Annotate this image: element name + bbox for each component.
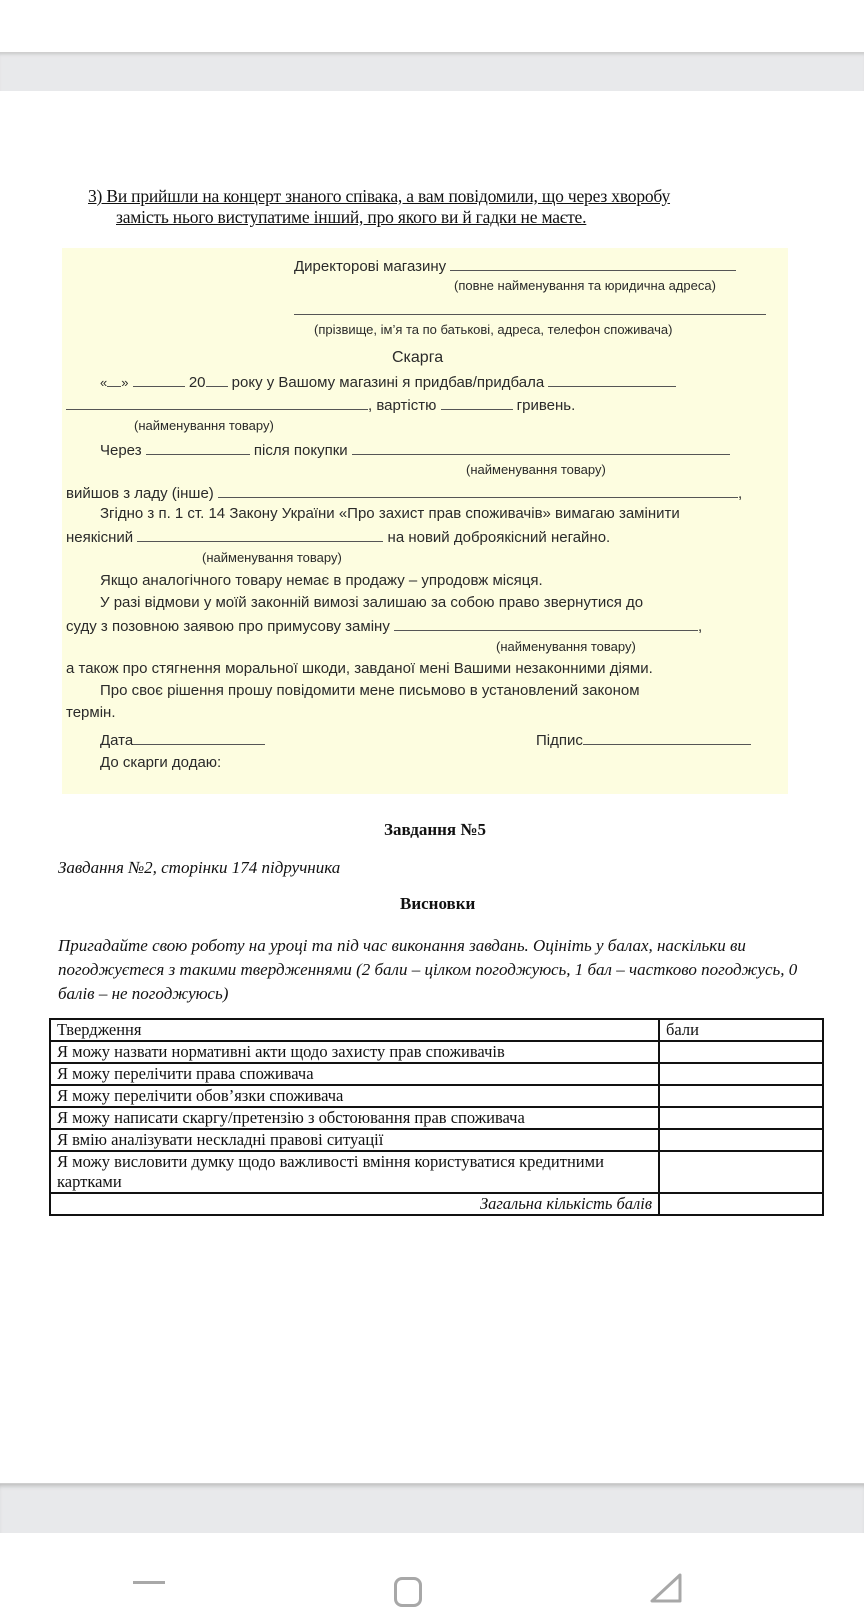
statement-cell: Я можу висловити думку щодо важливості вміння користуватися кредитними картками	[50, 1151, 659, 1193]
statement-cell: Я можу назвати нормативні акти щодо захисту прав споживачів	[50, 1041, 659, 1063]
system-navigation-bar	[0, 1533, 864, 1594]
form-title: Скарга	[392, 349, 444, 366]
self-assessment-table	[49, 1018, 824, 1216]
consumer-blank[interactable]	[294, 300, 766, 315]
back-icon[interactable]	[648, 1573, 684, 1603]
table-row	[50, 1107, 823, 1129]
product-hint-1: (найменування товару)	[134, 418, 274, 433]
task3-line1: 3) Ви прийшли на концерт знаного співака, а вам повідомили, що через хворобу	[88, 186, 671, 206]
home-icon[interactable]	[394, 1577, 422, 1607]
task3-prompt	[88, 186, 788, 228]
product-blank-4[interactable]	[137, 527, 383, 542]
table-header-row	[50, 1019, 823, 1041]
total-label: Загальна кількість балів	[50, 1193, 659, 1215]
store-name-blank[interactable]	[450, 256, 736, 271]
decision-line-2: термін.	[66, 704, 116, 721]
day-blank[interactable]	[107, 372, 121, 387]
date-label: Дата	[100, 732, 134, 749]
broken-line: вийшов з ладу (інше) ,	[66, 485, 743, 502]
signature-line	[536, 730, 751, 749]
defective-line	[66, 527, 610, 546]
year-blank[interactable]	[206, 372, 228, 387]
cost-label: , вартістю	[368, 397, 437, 414]
task5-subtitle: Завдання №2, сторінки 174 підручника	[58, 858, 341, 877]
product-blank-2[interactable]	[66, 395, 368, 410]
addressee-label: Директорові магазину	[294, 258, 447, 275]
quote-open: «	[100, 375, 108, 390]
table-row	[50, 1085, 823, 1107]
header-points: бали	[659, 1019, 823, 1041]
total-points-cell[interactable]	[659, 1193, 823, 1215]
product-hint-3: (найменування товару)	[202, 550, 342, 565]
refusal-label: суду з позовною заявою про примусову заміну	[66, 618, 390, 635]
decision-line-1: Про своє рішення прошу повідомити мене письмово в установлений законом	[100, 682, 640, 699]
period-blank[interactable]	[146, 440, 250, 455]
broken-label: вийшов з ладу (інше)	[66, 485, 214, 502]
points-cell[interactable]	[659, 1107, 823, 1129]
table-row	[50, 1129, 823, 1151]
after-purchase-label: після покупки	[253, 442, 348, 459]
year-prefix: 20	[188, 374, 206, 391]
cost-blank[interactable]	[441, 395, 513, 410]
statement-cell: Я можу перелічити права споживача	[50, 1063, 659, 1085]
table-row	[50, 1063, 823, 1085]
top-separator-band	[0, 52, 864, 91]
statement-cell: Я можу перелічити обов’язки споживача	[50, 1085, 659, 1107]
points-cell[interactable]	[659, 1063, 823, 1085]
month-blank[interactable]	[133, 372, 185, 387]
table-row	[50, 1151, 823, 1193]
defective-label: неякісний	[66, 529, 134, 546]
product-blank-1[interactable]	[548, 372, 676, 387]
refusal-line-1: У разі відмови у моїй законній вимозі залишаю за собою право звернутися до	[100, 594, 644, 611]
signature-label: Підпис	[536, 732, 583, 749]
signature-blank[interactable]	[583, 730, 751, 745]
after-purchase-line	[100, 440, 730, 459]
product-blank-3[interactable]	[352, 440, 730, 455]
refusal-line-2: суду з позовною заявою про примусову заміну ,	[66, 618, 703, 635]
moral-damage-line: а також про стягнення моральної шкоди, завданої мені Вашими незаконними діями.	[66, 660, 653, 677]
points-cell[interactable]	[659, 1041, 823, 1063]
points-cell[interactable]	[659, 1085, 823, 1107]
task3-line2: замість нього виступатиме інший, про якого ви й гадки не маєте.	[116, 207, 587, 227]
quote-close: »	[121, 375, 129, 390]
date-blank[interactable]	[133, 730, 265, 745]
attach-line: До скарги додаю:	[100, 754, 222, 771]
table-total-row	[50, 1193, 823, 1215]
product-hint-4: (найменування товару)	[496, 639, 636, 654]
task5-heading: Завдання №5	[384, 820, 486, 839]
purchase-text: року у Вашому магазині я придбав/придбала	[231, 374, 545, 391]
bottom-separator-band	[0, 1483, 864, 1534]
points-cell[interactable]	[659, 1151, 823, 1193]
defect-blank[interactable]	[218, 483, 738, 498]
conclusions-heading: Висновки	[400, 894, 476, 913]
addressee-hint: (повне найменування та юридична адреса)	[454, 278, 716, 293]
cost-line	[66, 395, 575, 414]
points-cell[interactable]	[659, 1129, 823, 1151]
currency-label: гривень.	[516, 397, 576, 414]
product-blank-5[interactable]	[394, 616, 698, 631]
no-analog-line: Якщо аналогічного товару немає в продажу – упродовж місяця.	[100, 572, 543, 589]
after-label: Через	[100, 442, 142, 459]
table-row	[50, 1041, 823, 1063]
complaint-form	[62, 248, 788, 794]
statement-cell: Я вмію аналізувати нескладні правові ситуації	[50, 1129, 659, 1151]
purchase-line	[100, 372, 676, 391]
conclusions-instructions: Пригадайте свою роботу на уроці та під час виконання завдань. Оцініть у балах, наскільки ви погоджуєтеся з такими твердженнями (2 бали – цілком погоджуюсь, 1 бал – частково погоджусь, 0 балів – не погоджуюсь)	[58, 936, 798, 1003]
date-line	[100, 730, 265, 749]
product-hint-2: (найменування товару)	[466, 462, 606, 477]
new-item-label: на новий доброякісний негайно.	[387, 529, 611, 546]
menu-icon[interactable]	[133, 1581, 165, 1584]
law-line: Згідно з п. 1 ст. 14 Закону України «Про захист прав споживачів» вимагаю замінити	[100, 505, 680, 522]
statement-cell: Я можу написати скаргу/претензію з обстоювання прав споживача	[50, 1107, 659, 1129]
addressee-line	[294, 256, 736, 275]
consumer-line	[294, 300, 766, 319]
header-statement: Твердження	[50, 1019, 659, 1041]
consumer-hint: (прізвище, ім’я та по батькові, адреса, телефон споживача)	[314, 322, 673, 337]
